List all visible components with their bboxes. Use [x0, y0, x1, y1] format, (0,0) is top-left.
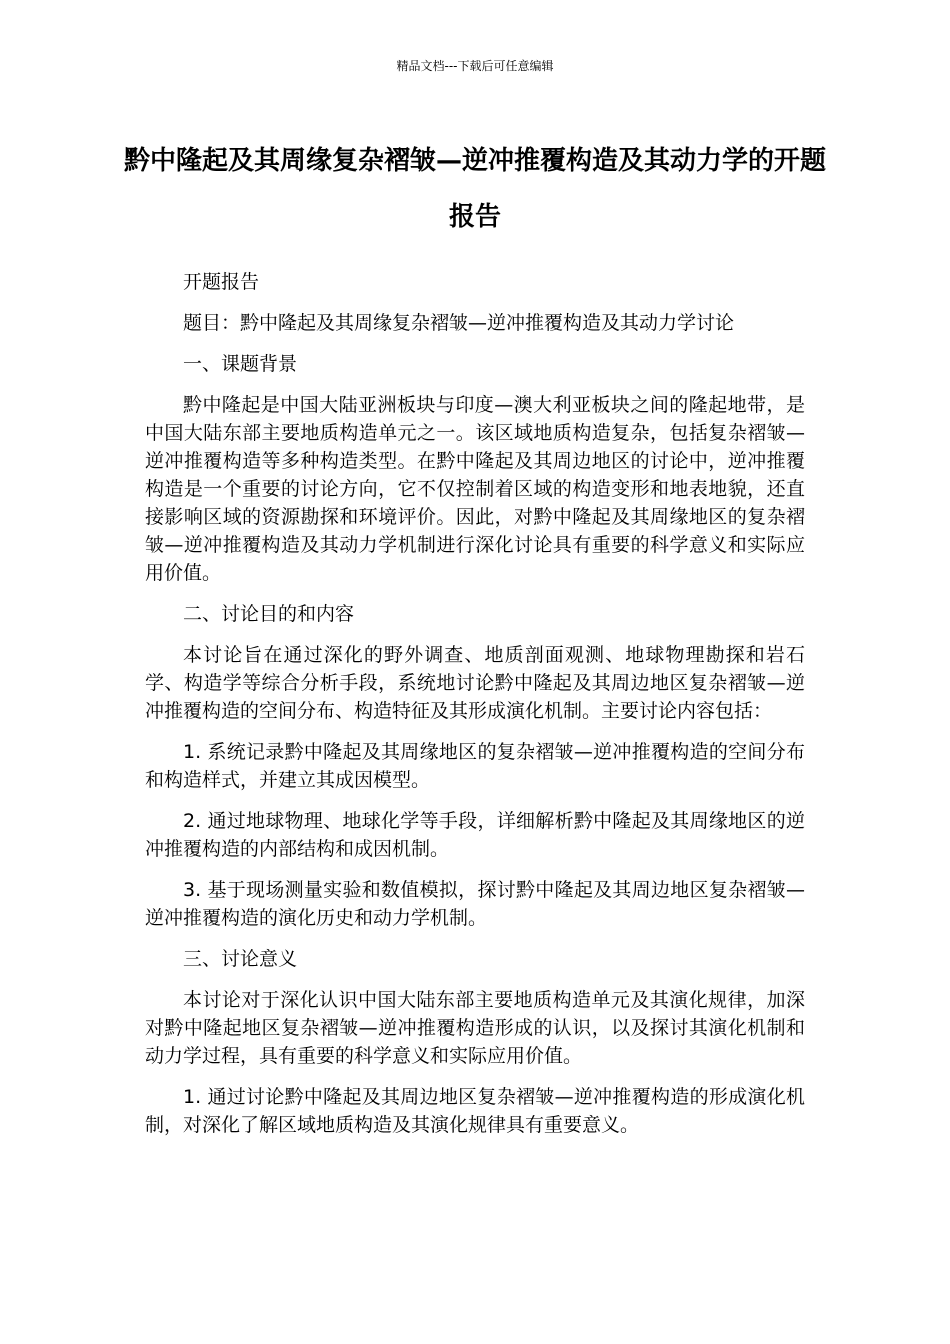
heading-background: 一、课题背景 — [183, 353, 298, 375]
paragraph-significance: 本讨论对于深化认识中国大陆东部主要地质构造单元及其演化规律，加深对黔中隆起地区复杂褶皱—逆冲推覆构造形成的认识，以及探讨其演化机制和动力学过程，具有重要的科学意义和实际应用价值。 — [145, 989, 805, 1067]
list-item-purpose-2: 2. 通过地球物理、地球化学等手段，详细解析黔中隆起及其周缘地区的逆冲推覆构造的内部结构和成因机制。 — [145, 810, 805, 860]
list-item-purpose-1: 1. 系统记录黔中隆起及其周缘地区的复杂褶皱—逆冲推覆构造的空间分布和构造样式，并建立其成因模型。 — [145, 741, 805, 791]
list-item-significance-1: 1. 通过讨论黔中隆起及其周边地区复杂褶皱—逆冲推覆构造的形成演化机制，对深化了解区域地质构造及其演化规律具有重要意义。 — [145, 1086, 805, 1136]
document-body — [145, 268, 805, 1152]
page-header: 精品文档---下载后可任意编辑 — [396, 59, 554, 73]
paragraph-background: 黔中隆起是中国大陆亚洲板块与印度—澳大利亚板块之间的隆起地带，是中国大陆东部主要地质构造单元之一。该区域地质构造复杂，包括复杂褶皱—逆冲推覆构造等多种构造类型。在黔中隆起及其周边地区的讨论中，逆冲推覆构造是一个重要的讨论方向，它不仅控制着区域的构造变形和地表地貌，还直接影响区域的资源勘探和环境评价。因此，对黔中隆起及其周缘地区的复杂褶皱—逆冲推覆构造及其动力学机制进行深化讨论具有重要的科学意义和实际应用价值。 — [145, 394, 805, 584]
heading-purpose: 二、讨论目的和内容 — [183, 603, 355, 625]
topic-line: 题目：黔中隆起及其周缘复杂褶皱—逆冲推覆构造及其动力学讨论 — [183, 312, 735, 334]
heading-significance: 三、讨论意义 — [183, 948, 298, 970]
list-item-purpose-3: 3. 基于现场测量实验和数值模拟，探讨黔中隆起及其周边地区复杂褶皱—逆冲推覆构造的演化历史和动力学机制。 — [145, 879, 805, 929]
document-title: 黔中隆起及其周缘复杂褶皱—逆冲推覆构造及其动力学的开题报告 — [123, 146, 826, 232]
section-label-report: 开题报告 — [183, 271, 260, 293]
paragraph-purpose: 本讨论旨在通过深化的野外调查、地质剖面观测、地球物理勘探和岩石学、构造学等综合分析手段，系统地讨论黔中隆起及其周边地区复杂褶皱—逆冲推覆构造的空间分布、构造特征及其形成演化机制。主要讨论内容包括： — [145, 644, 805, 722]
